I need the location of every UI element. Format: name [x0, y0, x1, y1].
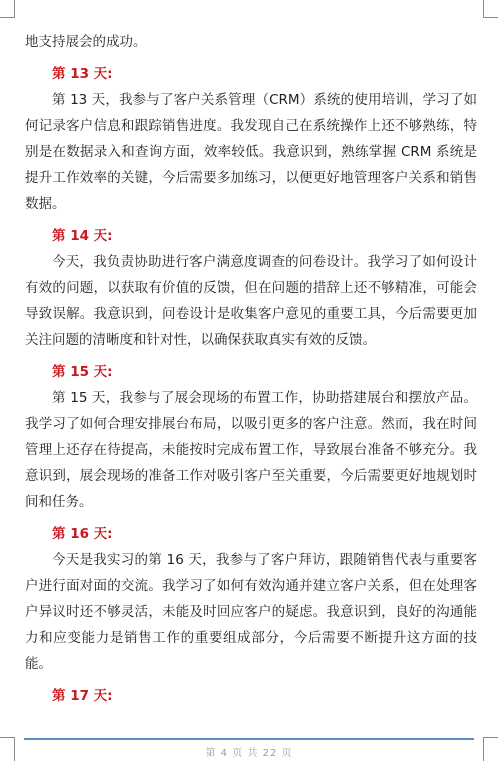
paragraph-continuation: 地支持展会的成功。: [25, 34, 147, 50]
document-body: [25, 29, 477, 709]
day-13-heading: 第 13 天:: [52, 66, 113, 82]
day-16-heading: 第 16 天:: [52, 526, 113, 542]
day-15-paragraph: 第 15 天，我参与了展会现场的布置工作，协助搭建展台和摆放产品。我学习了如何合理安排展台布局，以吸引更多的客户注意。然而，我在时间管理上还存在待提高，未能按时完成布置工作，导致展台准备不够充分。我意识到，展会现场的准备工作对吸引客户至关重要，今后需要更好地规划时间和任务。: [25, 390, 477, 510]
day-17-heading: 第 17 天:: [52, 688, 113, 704]
crop-mark: [483, 0, 484, 17]
crop-mark: [483, 17, 498, 18]
day-15-heading: 第 15 天:: [52, 364, 113, 380]
crop-mark: [14, 0, 15, 17]
page-number: 第 4 页 共 22 页: [205, 748, 293, 759]
day-16-paragraph: 今天是我实习的第 16 天，我参与了客户拜访，跟随销售代表与重要客户进行面对面的交流。我学习了如何有效沟通并建立客户关系，但在处理客户异议时还不够灵活，未能及时回应客户的疑虑。我意识到，良好的沟通能力和应变能力是销售工作的重要组成部分，今后需要不断提升这方面的技能。: [25, 552, 477, 672]
day-13-paragraph: 第 13 天，我参与了客户关系管理（CRM）系统的使用培训，学习了如何记录客户信息和跟踪销售进度。我发现自己在系统操作上还不够熟练，特别是在数据录入和查询方面，效率较低。我意识到，熟练掌握 CRM 系统是提升工作效率的关键，今后需要多加练习，以便更好地管理客户关系和销售数据。: [25, 92, 477, 212]
day-14-paragraph: 今天，我负责协助进行客户满意度调查的问卷设计。我学习了如何设计有效的问题，以获取有价值的反馈，但在问题的措辞上还不够精准，可能会导致误解。我意识到，问卷设计是收集客户意见的重要工具，今后需要更加关注问题的清晰度和针对性，以确保获取真实有效的反馈。: [25, 254, 477, 348]
crop-mark: [0, 17, 15, 18]
day-14-heading: 第 14 天:: [52, 228, 113, 244]
crop-mark: [483, 737, 498, 738]
footer-divider: [24, 738, 474, 740]
crop-mark: [0, 737, 15, 738]
